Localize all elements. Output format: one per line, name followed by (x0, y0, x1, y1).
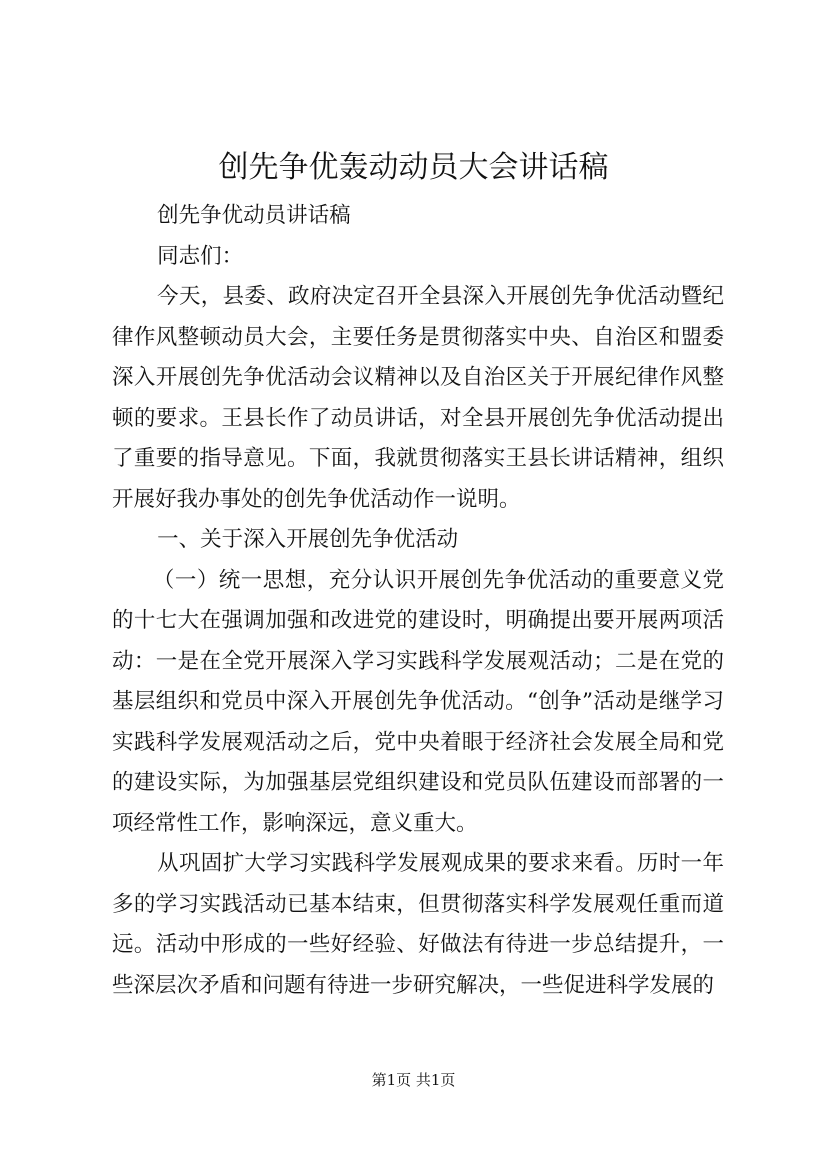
paragraph-consolidation: 从巩固扩大学习实践科学发展观成果的要求来看。历时一年多的学习实践活动已基本结束，但贯彻落实科学发展观任重而道远。活动中形成的一些好经验、好做法有待进一步总结提升，一些深层次矛盾和问题有待进一步研究解决，一些促进科学发展的 (112, 851, 724, 998)
paragraph-intro: 今天，县委、政府决定召开全县深入开展创先争优活动暨纪律作风整顿动员大会，主要任务是贯彻落实中央、自治区和盟委深入开展创先争优活动会议精神以及自治区关于开展纪律作风整顿的要求。王县长作了动员讲话，对全县开展创先争优活动提出了重要的指导意见。下面，我就贯彻落实王县长讲话精神，组织开展好我办事处的创先争优活动作一说明。 (112, 284, 724, 512)
document-title: 创先争优轰动动员大会讲话稿 (218, 150, 609, 185)
section-heading: 一、关于深入开展创先争优活动 (157, 527, 459, 552)
paragraph-significance: （一）统一思想，充分认识开展创先争优活动的重要意义党的十七大在强调加强和改进党的建设时，明确提出要开展两项活动：一是在全党开展深入学习实践科学发展观活动；二是在党的基层组织和党员中深入开展创先争优活动。“创争”活动是继学习实践科学发展观活动之后，党中央着眼于经济社会发展全局和党的建设实际，为加强基层党组织建设和党员队伍建设而部署的一项经常性工作，影响深远，意义重大。 (112, 567, 724, 836)
paragraph-subtitle: 创先争优动员讲话稿 (157, 203, 351, 228)
paragraph-salutation: 同志们： (157, 243, 244, 269)
page-number-footer: 第1页 共1页 (371, 1071, 456, 1089)
document-body (112, 196, 724, 1006)
